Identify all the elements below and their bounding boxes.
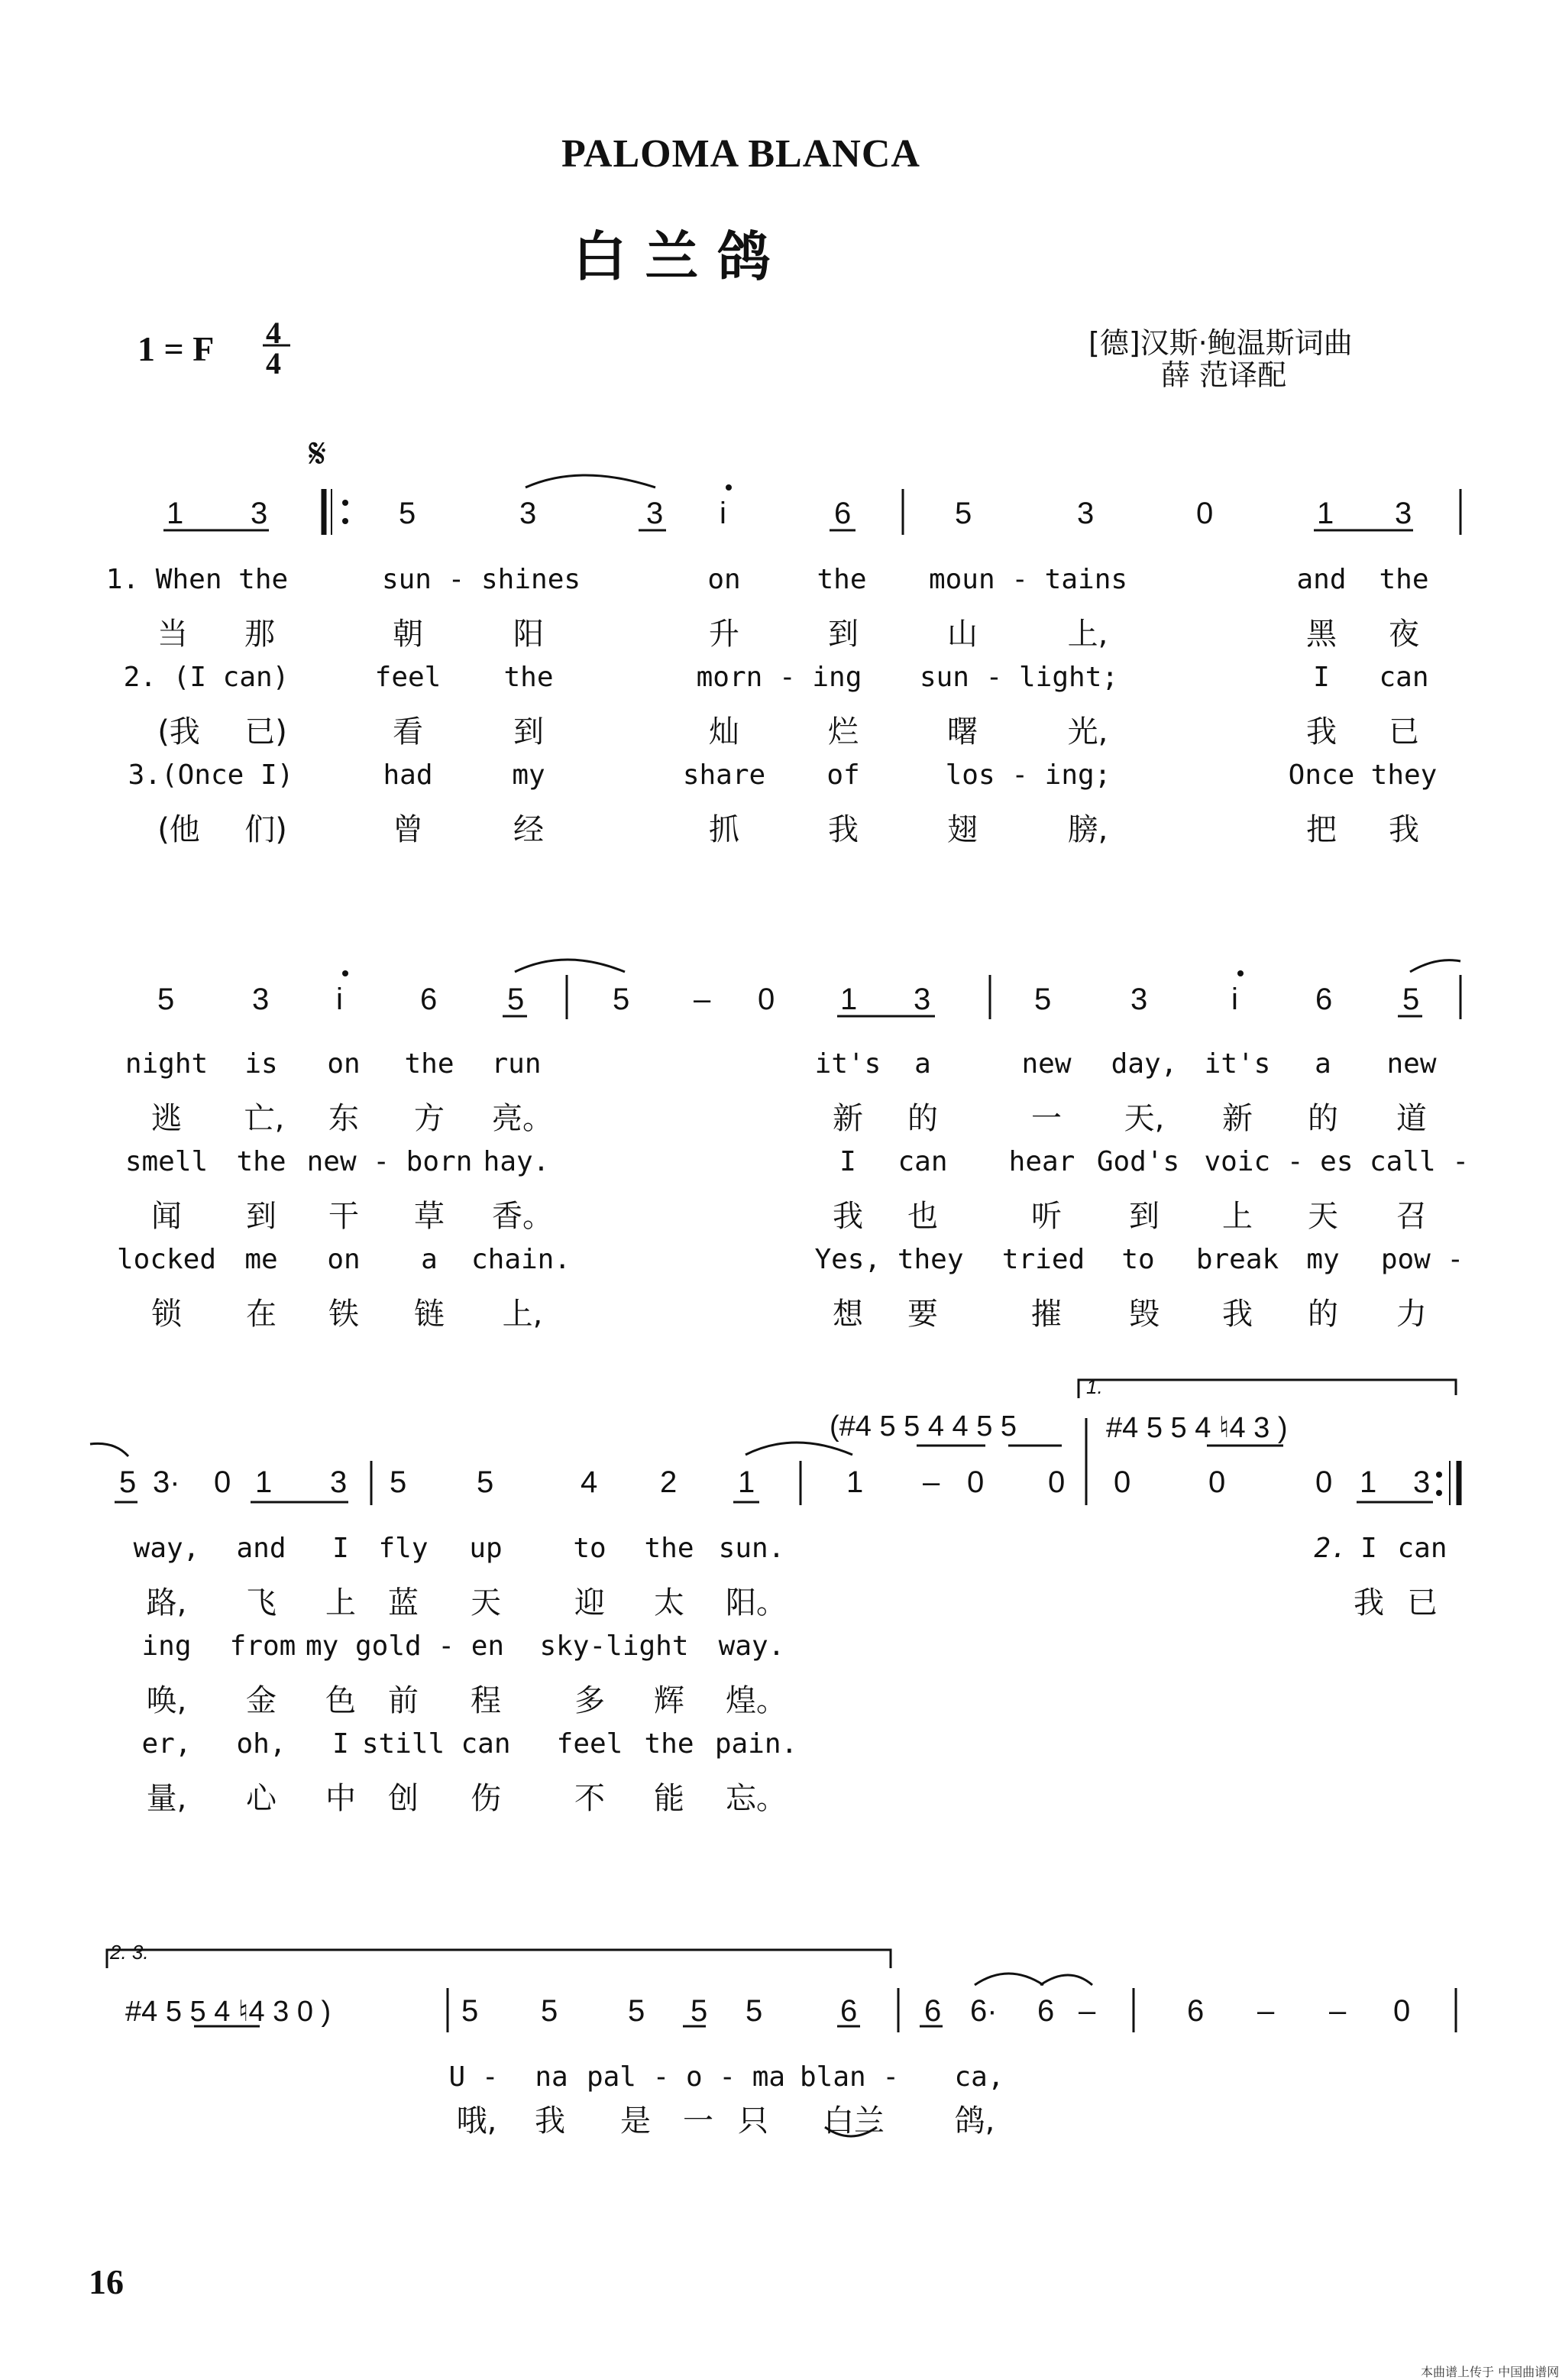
lyric-word: 不 [574, 1781, 605, 1816]
note: 1 [1360, 1465, 1377, 1499]
note: i [720, 497, 726, 530]
lyric-word: tried [1001, 1244, 1085, 1275]
note: 0 [1048, 1465, 1066, 1499]
lyric-word: sun. [718, 1533, 785, 1564]
lyric-word: blan - [799, 2061, 900, 2093]
lyric-word: sun - shines [381, 564, 581, 595]
lyric-word: 黑 [1306, 617, 1337, 652]
note: 1 [167, 497, 184, 530]
note: 6 [1037, 1994, 1055, 2028]
lyric-word: 到 [828, 617, 859, 652]
lyric-word: 天, [1124, 1101, 1165, 1136]
note: 1 [1317, 497, 1334, 530]
lyric-word: 升 [709, 617, 739, 652]
lyric-word: 多 [574, 1683, 605, 1718]
lyric-word: 蓝 [388, 1585, 419, 1621]
lyric-word: hay. [483, 1146, 550, 1177]
lyric-word: 量, [146, 1781, 187, 1816]
lyric-word: Once [1288, 759, 1355, 791]
note: 5 [1402, 983, 1420, 1016]
note: 5 [507, 983, 525, 1016]
lyric-word: 亮。 [492, 1101, 553, 1136]
lyric-word: from [229, 1630, 296, 1662]
note: 5 [390, 1465, 407, 1499]
note: 6 [834, 497, 852, 530]
lyric-word: voic - es [1204, 1146, 1354, 1177]
lyric-word: 已 [1407, 1585, 1438, 1621]
lyric-word: a [914, 1048, 931, 1080]
lyric-word: fly [378, 1533, 429, 1564]
lyric-word: 到 [1129, 1199, 1160, 1234]
lyric-word: and [1296, 564, 1347, 595]
lyric-word: 逃 [151, 1101, 182, 1136]
lyric-word: on [327, 1244, 361, 1275]
lyric-word: 山 [947, 617, 978, 652]
lyric-word: 唤, [146, 1683, 187, 1718]
lyric-word: 金 [246, 1683, 277, 1718]
lyric-word: 我 [833, 1199, 863, 1234]
lyric-word: 辉 [654, 1683, 684, 1718]
note: 6· [970, 1994, 998, 2028]
note: 3 [914, 983, 931, 1016]
lyric-word: 的 [907, 1101, 938, 1136]
note: 4 [581, 1465, 598, 1499]
interlude-notes: (#4 5 5 4 4 5 5 [830, 1410, 1017, 1443]
lyric-word: day, [1111, 1048, 1178, 1080]
lyric-word: me [244, 1244, 278, 1275]
lyric-word: 我 [1306, 714, 1337, 750]
lyric-word: locked [116, 1244, 217, 1275]
note: 1 [738, 1465, 755, 1499]
lyric-word: 中 [325, 1781, 356, 1816]
lyric-word: feel [556, 1728, 623, 1760]
lyric-word: 经 [513, 812, 544, 847]
lyric-word: they [1370, 759, 1438, 791]
lyric-word: 抓 [709, 812, 739, 847]
lyric-word: I [332, 1533, 349, 1564]
lyric-word: 干 [328, 1199, 359, 1234]
lyric-word: 1. When the [105, 564, 289, 595]
lyric-word: the [644, 1728, 694, 1760]
lyric-word: 的 [1308, 1101, 1338, 1136]
lyric-word: 新 [833, 1101, 863, 1136]
lyric-word: 路, [146, 1585, 187, 1621]
lyric-word: ing [141, 1630, 192, 1662]
lyric-word: 看 [393, 714, 423, 750]
lyric-word: er, [141, 1728, 192, 1760]
lyric-word: 色 [325, 1683, 356, 1718]
lyric-word: 白兰 [823, 2103, 885, 2139]
lyric-word: 上 [1222, 1199, 1253, 1234]
note: 0 [758, 983, 775, 1016]
lyric-word: my [512, 759, 545, 791]
lyric-word: share [682, 759, 766, 791]
lyric-word: had [383, 759, 433, 791]
note: 5 [746, 1994, 763, 2028]
lyric-word: 太 [654, 1585, 684, 1621]
time-signature-top: 4 [266, 316, 281, 350]
note: 5 [477, 1465, 494, 1499]
lyric-word: pain. [714, 1728, 798, 1760]
lyric-word: 煌。 [726, 1683, 787, 1718]
lyric-word: morn - ing [696, 662, 862, 693]
lyric-word: 召 [1396, 1199, 1427, 1234]
lyric-word: still [361, 1728, 445, 1760]
lyric-word: chain. [471, 1244, 571, 1275]
lyric-word: 那 [244, 617, 275, 652]
lyric-word: is [244, 1048, 278, 1080]
lyric-word: 亡, [244, 1101, 285, 1136]
note: 0 [214, 1465, 231, 1499]
lyric-word: break [1195, 1244, 1279, 1275]
note: – [694, 983, 711, 1016]
lyric-word: 香。 [492, 1199, 553, 1234]
lyric-word: 要 [907, 1297, 938, 1332]
lyric-word: 摧 [1031, 1297, 1062, 1332]
lyric-word: new - born [306, 1146, 473, 1177]
lyric-word: 一 [1031, 1101, 1062, 1136]
lyric-word: hear [1008, 1146, 1075, 1177]
lyric-word: call - [1369, 1146, 1470, 1177]
note: – [1079, 1994, 1096, 2028]
lyric-word: 鸽, [954, 2103, 995, 2139]
lyric-word: 阳 [513, 617, 544, 652]
lyric-word: 听 [1031, 1199, 1062, 1234]
lyric-word: 毁 [1129, 1297, 1160, 1332]
lyric-word: way. [718, 1630, 785, 1662]
lyric-word: 烂 [828, 714, 859, 750]
lyric-word: run [491, 1048, 542, 1080]
lyric-word: 灿 [709, 714, 739, 750]
lyric-word: the [503, 662, 554, 693]
note: 0 [1208, 1465, 1226, 1499]
note: 6 [1187, 1994, 1205, 2028]
lyric-word: sun - light; [919, 662, 1119, 693]
note: 3 [251, 497, 268, 530]
segno-sign: 𝄋 [309, 429, 327, 478]
lyric-word: 的 [1308, 1297, 1338, 1332]
note: 3 [646, 497, 664, 530]
note: 3 [1395, 497, 1412, 530]
lyric-word: on [707, 564, 741, 595]
lyric-word: ca, [954, 2061, 1004, 2093]
note: 0 [1315, 1465, 1333, 1499]
note: 0 [967, 1465, 985, 1499]
note: 6 [420, 983, 438, 1016]
note: 2 [660, 1465, 678, 1499]
lyric-word: moun - tains [928, 564, 1128, 595]
lyric-word: oh, [236, 1728, 286, 1760]
note: 5 [955, 497, 972, 530]
lyric-word: 上, [1067, 617, 1108, 652]
credit-translator: 薛 范译配 [1161, 358, 1287, 392]
lyric-word: 到 [513, 714, 544, 750]
title-english: PALOMA BLANCA [561, 132, 920, 176]
note: 3 [519, 497, 537, 530]
note: 5 [691, 1994, 708, 2028]
lyric-word: 力 [1396, 1297, 1427, 1332]
lyric-word: 铁 [328, 1297, 359, 1332]
lyric-word: can [461, 1728, 511, 1760]
note: – [1257, 1994, 1275, 2028]
note: 0 [1196, 497, 1214, 530]
note: 5 [461, 1994, 479, 2028]
lyric-word: to [1121, 1244, 1155, 1275]
lyric-word: 我 [1354, 1585, 1384, 1621]
lyric-word: 道 [1396, 1101, 1427, 1136]
note: 3 [1413, 1465, 1431, 1499]
lyric-word: 在 [246, 1297, 277, 1332]
lyric-word: 已 [1389, 714, 1419, 750]
lyric-word: it's [1204, 1048, 1271, 1080]
lyric-word: 曙 [947, 714, 978, 750]
lyric-word: the [236, 1146, 286, 1177]
lyric-word: 阳。 [726, 1585, 787, 1621]
lyric-word: 链 [414, 1297, 445, 1332]
lyric-word: 们) [244, 812, 287, 847]
ending-2-notes: #4 5 5 4 ♮4 3 0 ) [125, 1996, 332, 2028]
time-signature-bottom: 4 [266, 346, 281, 380]
lyric-word: 天 [1308, 1199, 1338, 1234]
lyric-word: and [236, 1533, 286, 1564]
note: 6 [840, 1994, 858, 2028]
note: 1 [255, 1465, 273, 1499]
lyric-word: 把 [1306, 812, 1337, 847]
lyric-word: 膀, [1067, 812, 1108, 847]
note: 1 [840, 983, 858, 1016]
lyric-word: 我 [1389, 812, 1419, 847]
lyric-word: 已) [244, 714, 287, 750]
lyric-word: 光, [1067, 714, 1108, 750]
lyric-word: 程 [471, 1683, 501, 1718]
lyric-word: 迎 [574, 1585, 605, 1621]
lyric-word: on [327, 1048, 361, 1080]
note: 5 [541, 1994, 558, 2028]
lyric-word: a [421, 1244, 438, 1275]
note: 3 [1130, 983, 1148, 1016]
lyric-word: 草 [414, 1199, 445, 1234]
lyric-word: 心 [246, 1781, 277, 1816]
lyric-word: my [1306, 1244, 1340, 1275]
lyric-word: 只 [738, 2103, 768, 2139]
lyric-word: 2. (I can) [123, 662, 289, 693]
lyric-word: the [817, 564, 867, 595]
note: 1 [846, 1465, 864, 1499]
lyric-word: (他 [157, 812, 200, 847]
lyric-word: 一 [683, 2103, 713, 2139]
lyric-word: 3.(Once I) [128, 759, 294, 791]
note: 5 [628, 1994, 645, 2028]
lyric-word: to [573, 1533, 606, 1564]
lyric-word: new [1021, 1048, 1072, 1080]
lyric-word: 我 [535, 2103, 565, 2139]
lyric-word: 到 [246, 1199, 277, 1234]
note: 5 [399, 497, 416, 530]
lyric-word: 哦, [456, 2103, 497, 2139]
lyric-word: of [826, 759, 860, 791]
lyric-word: the [404, 1048, 454, 1080]
lyric-word: I [839, 1146, 856, 1177]
lyric-word: can [1397, 1533, 1447, 1564]
lyric-word: 是 [620, 2103, 651, 2139]
footer-watermark: 本曲谱上传于 中国曲谱网 [1421, 2365, 1559, 2379]
lyric-word: 当 [157, 617, 188, 652]
lyric-word: sky-light [539, 1630, 689, 1662]
lyric-word: 我 [1222, 1297, 1253, 1332]
note: 6 [1315, 983, 1333, 1016]
lyric-word: 曾 [393, 812, 423, 847]
lyric-word: 朝 [393, 617, 423, 652]
lyric-word: night [125, 1048, 209, 1080]
lyric-word: new [1386, 1048, 1437, 1080]
lyric-word: Yes, they [814, 1244, 964, 1275]
lyric-word: los - ing; [945, 759, 1111, 791]
lyric-word: I [332, 1728, 349, 1760]
lyric-word: up [469, 1533, 503, 1564]
lyric-word: the [644, 1533, 694, 1564]
note: 5 [613, 983, 630, 1016]
lyric-word: 也 [907, 1199, 938, 1234]
note: – [923, 1465, 940, 1499]
lyric-word: 天 [471, 1585, 501, 1621]
ending-1-notes: #4 5 5 4 ♮4 3 ) [1106, 1412, 1288, 1444]
lyric-word: 能 [654, 1781, 684, 1816]
title-chinese: 白 兰 鸽 [573, 225, 771, 288]
lyric-word: 飞 [246, 1585, 277, 1621]
credit-composer: [德]汉斯·鲍温斯词曲 [1088, 326, 1353, 360]
lyric-word: 闻 [151, 1199, 182, 1234]
lyric-word: 前 [388, 1683, 419, 1718]
lyric-word: pal - o - ma [586, 2061, 786, 2093]
note: 3 [330, 1465, 348, 1499]
lyric-word: can [1379, 662, 1429, 693]
lyric-word: 2. [1314, 1533, 1347, 1564]
lyric-word: smell [125, 1146, 209, 1177]
lyric-word: pow - [1380, 1244, 1464, 1275]
lyric-word: the [1379, 564, 1429, 595]
lyric-word: feel [374, 662, 442, 693]
lyric-word: U - [448, 2061, 499, 2093]
lyric-word: 创 [388, 1781, 419, 1816]
note: i [336, 983, 343, 1016]
lyric-word: (我 [157, 714, 200, 750]
lyric-word: na [535, 2061, 568, 2093]
lyric-word: can [898, 1146, 948, 1177]
note: 5 [157, 983, 175, 1016]
lyric-word: 新 [1222, 1101, 1253, 1136]
note: 3 [1077, 497, 1095, 530]
lyric-word: 夜 [1389, 617, 1419, 652]
note: 0 [1114, 1465, 1131, 1499]
note: 3· [153, 1465, 180, 1499]
lyric-word: way, [133, 1533, 200, 1564]
lyric-word: it's [814, 1048, 881, 1080]
lyric-word: a [1315, 1048, 1331, 1080]
note: 3 [252, 983, 270, 1016]
lyric-word: 翅 [947, 812, 978, 847]
lyric-word: I [1360, 1533, 1377, 1564]
note: 0 [1393, 1994, 1411, 2028]
lyric-word: 上 [325, 1585, 356, 1621]
lyric-word: I [1313, 662, 1330, 693]
lyric-word: 忘。 [726, 1781, 787, 1816]
lyric-word: 我 [828, 812, 859, 847]
lyric-word: 想 [833, 1297, 863, 1332]
lyric-word: 上, [502, 1297, 543, 1332]
note: i [1231, 983, 1238, 1016]
note: 5 [119, 1465, 137, 1499]
note: 5 [1034, 983, 1052, 1016]
lyric-word: 方 [414, 1101, 445, 1136]
lyric-word: 锁 [151, 1297, 182, 1332]
lyric-word: my gold - en [305, 1630, 505, 1662]
lyric-word: 伤 [471, 1781, 501, 1816]
note: – [1329, 1994, 1347, 2028]
note: 6 [924, 1994, 942, 2028]
lyric-word: 东 [328, 1101, 359, 1136]
page-number: 16 [89, 2262, 124, 2301]
lyric-word: God's [1096, 1146, 1180, 1177]
ending-2-label: 2. 3. [110, 1941, 149, 1964]
key-signature: 1 = F [137, 329, 215, 368]
ending-1-label: 1. [1086, 1375, 1103, 1398]
